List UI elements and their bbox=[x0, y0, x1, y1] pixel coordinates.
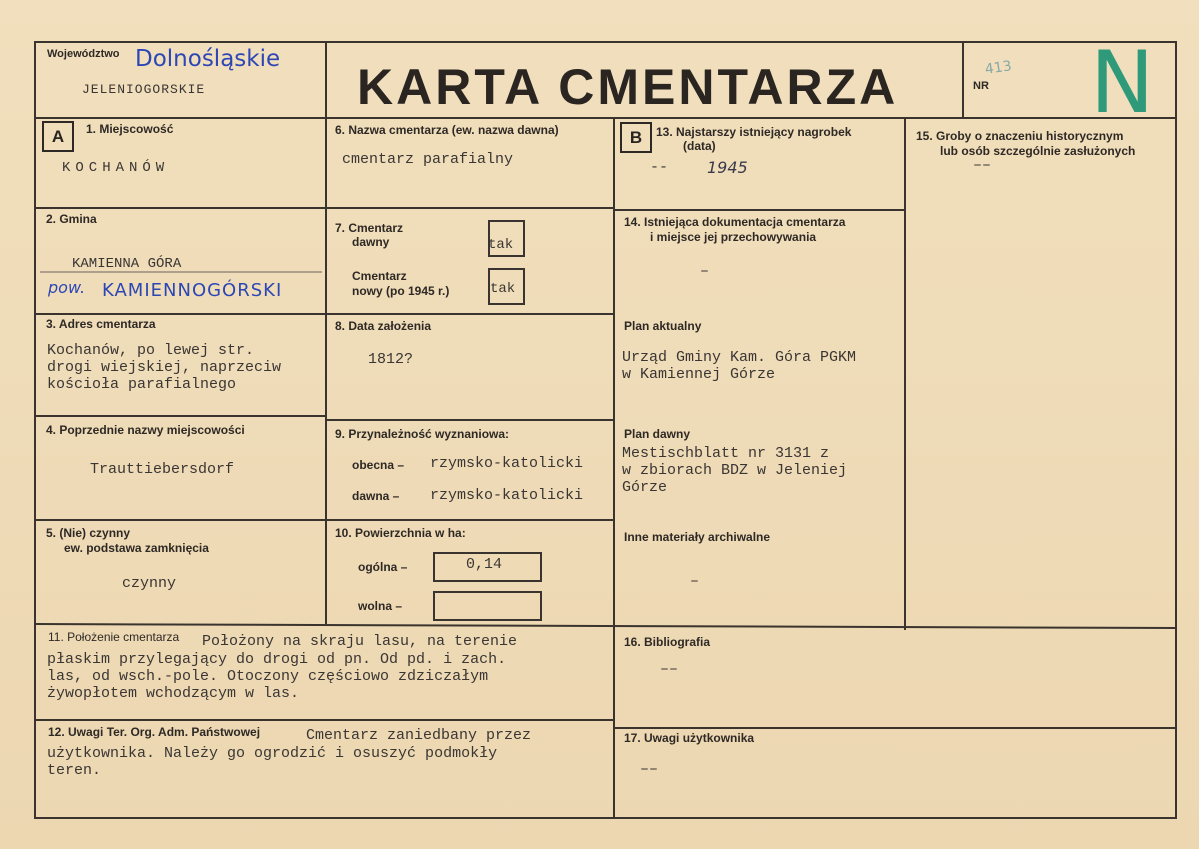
section-b-badge: B bbox=[620, 122, 652, 153]
field-11-line1: Położony na skraju lasu, na terenie bbox=[202, 633, 518, 650]
field-11-label: 11. Położenie cmentarza bbox=[48, 630, 180, 644]
field-17-dash: –– bbox=[640, 761, 659, 778]
field-7-nowy-value: tak bbox=[490, 281, 516, 297]
field-14-dash: – bbox=[700, 263, 710, 280]
field-5-sublabel: ew. podstawa zamknięcia bbox=[64, 541, 209, 555]
plan-aktualny-line1: Urząd Gminy Kam. Góra PGKM bbox=[622, 349, 857, 366]
wojewodztwo-label: Województwo bbox=[47, 48, 120, 60]
field-2-value: KAMIENNA GÓRA bbox=[72, 256, 182, 272]
field-7-dawny-sublabel: dawny bbox=[352, 235, 390, 249]
plan-dawny-line2: w zbiorach BDZ w Jeleniej bbox=[622, 462, 848, 479]
field-3-label: 3. Adres cmentarza bbox=[46, 317, 156, 331]
field-15-dash: –– bbox=[973, 157, 992, 174]
field-12-line2: użytkownika. Należy go ogrodzić i osuszyć podmokły bbox=[47, 745, 498, 762]
field-3-line2: drogi wiejskiej, naprzeciw bbox=[47, 359, 282, 376]
field-10-wolna-label: wolna – bbox=[358, 599, 403, 613]
field-6-label: 6. Nazwa cmentarza (ew. nazwa dawna) bbox=[335, 123, 559, 137]
field-12-label: 12. Uwagi Ter. Org. Adm. Państwowej bbox=[48, 725, 261, 739]
field-1-label: 1. Miejscowość bbox=[86, 122, 174, 136]
field-16-label: 16. Bibliografia bbox=[624, 635, 711, 649]
nr-label: NR bbox=[973, 80, 989, 92]
plan-dawny-line3: Górze bbox=[622, 479, 668, 496]
field-13-value: 1945 bbox=[707, 158, 748, 177]
field-10-ogolna-label: ogólna – bbox=[358, 560, 408, 574]
field-9-label: 9. Przynależność wyznaniowa: bbox=[335, 427, 510, 441]
field-9-dawna-label: dawna – bbox=[352, 489, 400, 503]
field-7-nowy-sublabel: nowy (po 1945 r.) bbox=[352, 284, 450, 298]
field-16-dash: –– bbox=[660, 661, 679, 678]
field-15-sublabel: lub osób szczególnie zasłużonych bbox=[940, 144, 1136, 158]
field-11-line2: płaskim przylegający do drogi od pn. Od pd. i zach. bbox=[47, 651, 507, 668]
field-2-pow-value: KAMIENNOGÓRSKI bbox=[102, 280, 283, 301]
plan-dawny-label: Plan dawny bbox=[624, 427, 691, 441]
field-5-label: 5. (Nie) czynny bbox=[46, 526, 131, 540]
field-2-label: 2. Gmina bbox=[46, 212, 97, 226]
inne-materialy-dash: – bbox=[690, 573, 700, 590]
field-13-sublabel: (data) bbox=[683, 139, 716, 153]
field-11-line3: las, od wsch.-pole. Otoczony częściowo zdziczałym bbox=[47, 668, 489, 685]
field-12-line3: teren. bbox=[47, 762, 102, 779]
field-8-label: 8. Data założenia bbox=[335, 319, 432, 333]
field-9-obecna-value: rzymsko-katolicki bbox=[430, 455, 584, 472]
field-10-label: 10. Powierzchnia w ha: bbox=[335, 526, 466, 540]
field-6-value: cmentarz parafialny bbox=[342, 151, 514, 168]
field-13-label: 13. Najstarszy istniejący nagrobek bbox=[656, 125, 852, 139]
plan-dawny-line1: Mestischblatt nr 3131 z bbox=[622, 445, 830, 462]
field-5-value: czynny bbox=[122, 575, 177, 592]
plan-aktualny-line2: w Kamiennej Górze bbox=[622, 366, 776, 383]
field-2-pow-prefix: pow. bbox=[48, 278, 86, 297]
field-4-label: 4. Poprzednie nazwy miejscowości bbox=[46, 423, 245, 437]
nr-number: 413 bbox=[984, 58, 1013, 78]
field-7-dawny-label: 7. Cmentarz bbox=[335, 221, 404, 235]
field-12-line1: Cmentarz zaniedbany przez bbox=[306, 727, 532, 744]
field-8-value: 1812? bbox=[368, 351, 414, 368]
subregion-value: JELENIOGORSKIE bbox=[82, 82, 206, 97]
field-13-dash: -- bbox=[650, 159, 669, 176]
field-15-label: 15. Groby o znaczeniu historycznym bbox=[916, 129, 1124, 143]
nr-letter-stamp: N bbox=[1090, 33, 1155, 133]
card-title: KARTA CMENTARZA bbox=[357, 59, 899, 115]
field-9-dawna-value: rzymsko-katolicki bbox=[430, 487, 584, 504]
field-9-obecna-label: obecna – bbox=[352, 458, 405, 472]
field-17-label: 17. Uwagi użytkownika bbox=[624, 731, 755, 745]
field-7-nowy-label: Cmentarz bbox=[352, 269, 407, 283]
field-1-value: KOCHANÓW bbox=[62, 160, 170, 176]
field-14-sublabel: i miejsce jej przechowywania bbox=[650, 230, 817, 244]
section-a-badge: A bbox=[42, 121, 74, 152]
field-3-line3: kościoła parafialnego bbox=[47, 376, 237, 393]
field-11-line4: żywopłotem wchodzącym w las. bbox=[47, 685, 300, 702]
field-14-label: 14. Istniejąca dokumentacja cmentarza bbox=[624, 215, 846, 229]
plan-aktualny-label: Plan aktualny bbox=[624, 319, 702, 333]
field-10-ogolna-value: 0,14 bbox=[466, 556, 503, 573]
field-3-line1: Kochanów, po lewej str. bbox=[47, 342, 255, 359]
wojewodztwo-value: Dolnośląskie bbox=[135, 46, 281, 72]
field-7-dawny-value: tak bbox=[488, 237, 514, 253]
inne-materialy-label: Inne materiały archiwalne bbox=[624, 530, 771, 544]
field-10-wolna-box bbox=[433, 591, 542, 621]
field-4-value: Trauttiebersdorf bbox=[90, 461, 235, 478]
